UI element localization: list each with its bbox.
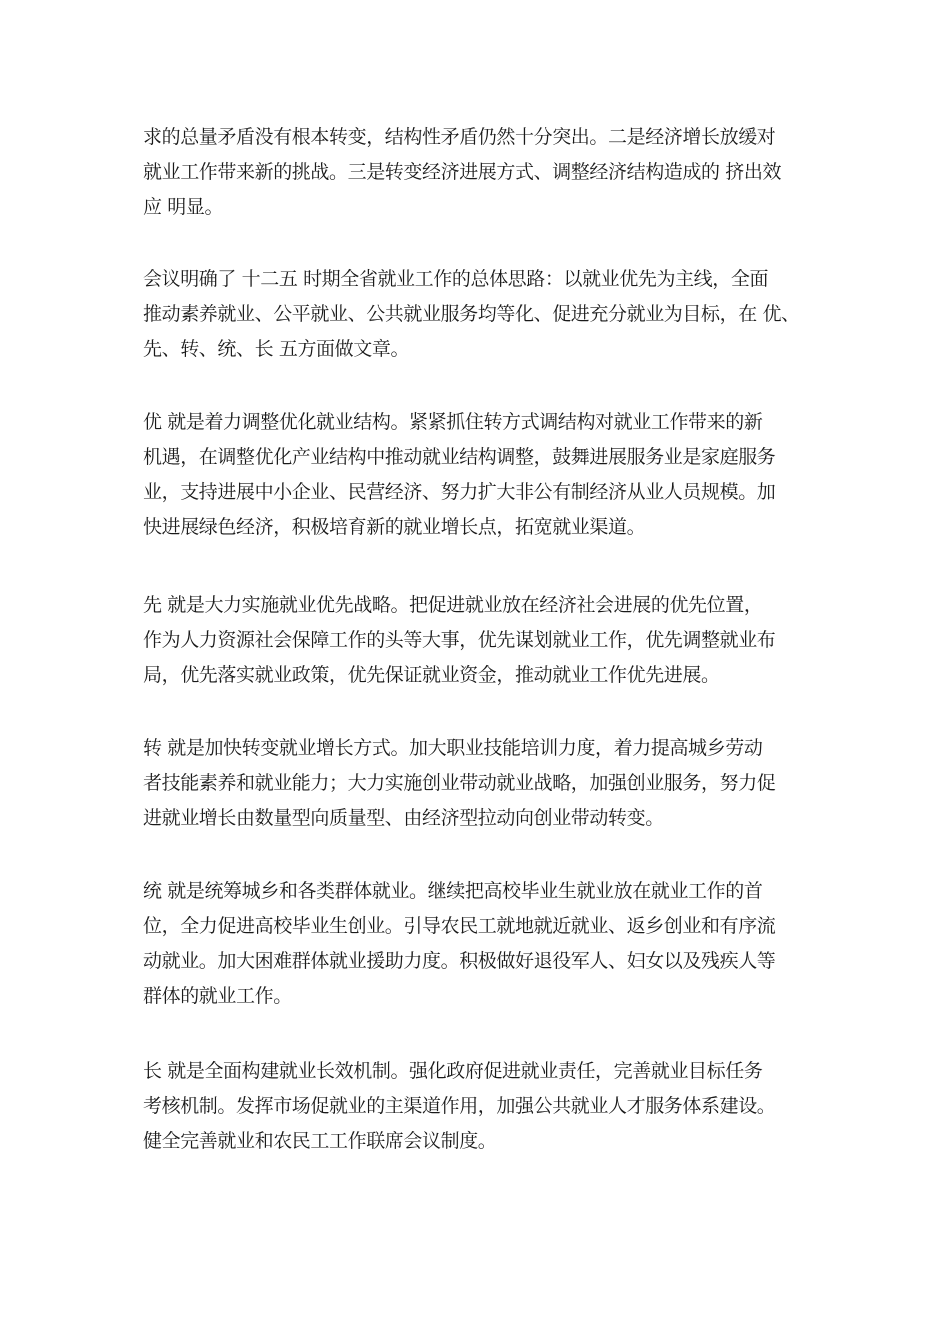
text-line: 就业工作带来新的挑战。三是转变经济进展方式、调整经济结构造成的 挤出效 (143, 161, 782, 183)
paragraph-intro (143, 120, 781, 225)
text-line: 健全完善就业和农民工工作联席会议制度。 (143, 1130, 497, 1152)
text-line: 长 就是全面构建就业长效机制。强化政府促进就业责任，完善就业目标任务 (143, 1060, 763, 1082)
text-line: 求的总量矛盾没有根本转变，结构性矛盾仍然十分突出。二是经济增长放缓对 (143, 126, 776, 148)
text-line: 会议明确了 十二五 时期全省就业工作的总体思路：以就业优先为主线，全面 (143, 268, 769, 290)
text-line: 群体的就业工作。 (143, 985, 292, 1007)
text-line: 位，全力促进高校毕业生创业。引导农民工就地就近就业、返乡创业和有序流 (143, 915, 776, 937)
paragraph-zhuan (143, 731, 775, 836)
text-line: 先、转、统、长 五方面做文章。 (143, 338, 410, 360)
text-line: 考核机制。发挥市场促就业的主渠道作用，加强公共就业人才服务体系建设。 (143, 1095, 776, 1117)
text-line: 局，优先落实就业政策，优先保证就业资金，推动就业工作优先进展。 (143, 664, 720, 686)
text-line: 先 就是大力实施就业优先战略。把促进就业放在经济社会进展的优先位置， (143, 594, 763, 616)
text-line: 快进展绿色经济，积极培育新的就业增长点，拓宽就业渠道。 (143, 516, 646, 538)
paragraph-xian (143, 588, 775, 693)
paragraph-tong (143, 874, 775, 1014)
text-line: 统 就是统筹城乡和各类群体就业。继续把高校毕业生就业放在就业工作的首 (143, 880, 763, 902)
text-line: 转 就是加快转变就业增长方式。加大职业技能培训力度，着力提高城乡劳动 (143, 737, 763, 759)
text-line: 业，支持进展中小企业、民营经济、努力扩大非公有制经济从业人员规模。加 (143, 481, 776, 503)
text-line: 作为人力资源社会保障工作的头等大事，优先谋划就业工作，优先调整就业布 (143, 629, 776, 651)
text-line: 应 明显。 (143, 196, 224, 218)
text-line: 者技能素养和就业能力；大力实施创业带动就业战略，加强创业服务，努力促 (143, 772, 776, 794)
paragraph-chang (143, 1054, 775, 1159)
paragraph-overall-approach (143, 262, 800, 367)
text-line: 动就业。加大困难群体就业援助力度。积极做好退役军人、妇女以及残疾人等 (143, 950, 776, 972)
text-line: 机遇，在调整优化产业结构中推动就业结构调整，鼓舞进展服务业是家庭服务 (143, 446, 776, 468)
text-line: 进就业增长由数量型向质量型、由经济型拉动向创业带动转变。 (143, 807, 664, 829)
text-line: 优 就是着力调整优化就业结构。紧紧抓住转方式调结构对就业工作带来的新 (143, 411, 763, 433)
paragraph-you (143, 405, 775, 545)
text-line: 推动素养就业、公平就业、公共就业服务均等化、促进充分就业为目标，在 优、 (143, 303, 800, 325)
